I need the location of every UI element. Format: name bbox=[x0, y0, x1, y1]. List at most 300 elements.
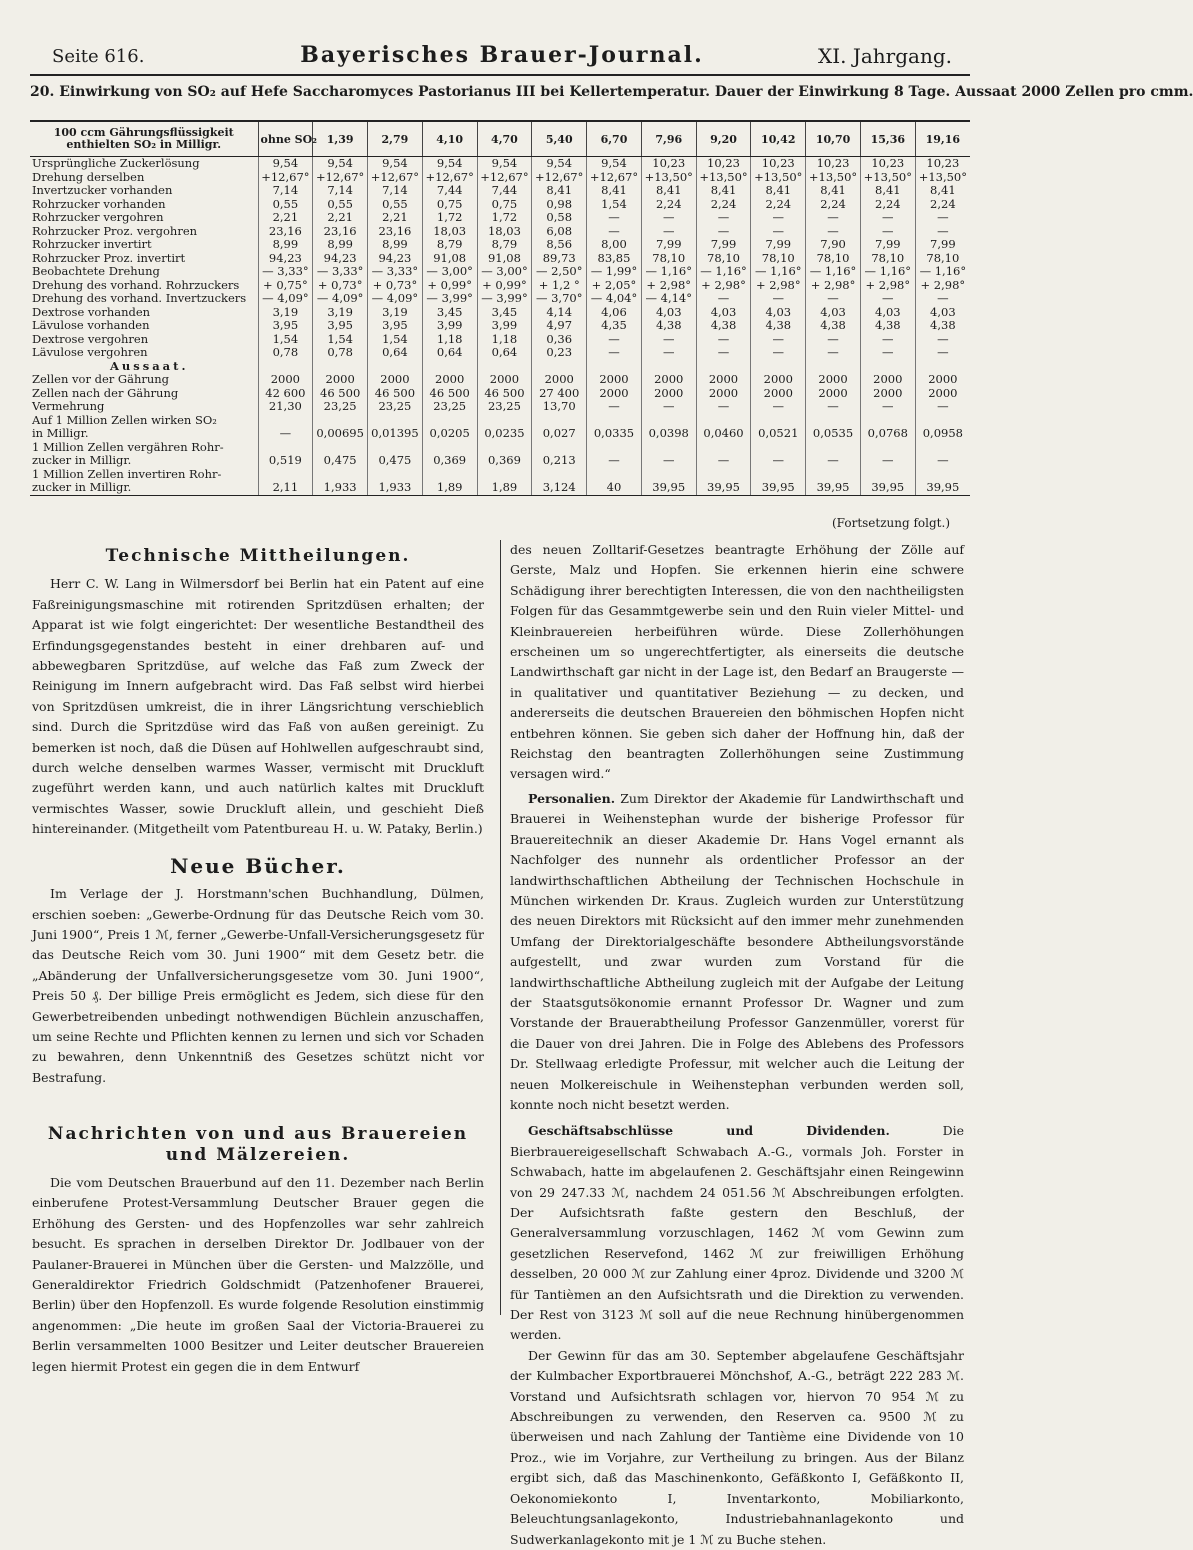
table-cell: — bbox=[641, 211, 696, 225]
row-label: Dextrose vorhanden bbox=[32, 304, 151, 319]
table-cell: 13,70 bbox=[532, 400, 587, 414]
table-cell: 2000 bbox=[313, 373, 368, 387]
table-cell: 3,124 bbox=[532, 481, 587, 495]
table-cell bbox=[860, 360, 915, 374]
table-cell bbox=[696, 360, 751, 374]
volume-label: XI. Jahrgang. bbox=[817, 44, 952, 68]
table-cell: 0,0398 bbox=[641, 427, 696, 441]
table-cell: 2000 bbox=[806, 387, 861, 401]
table-cell: +12,67° bbox=[422, 171, 477, 185]
table-cell bbox=[368, 441, 423, 455]
row-label: Invertzucker vorhanden bbox=[32, 183, 173, 198]
table-cell: 2000 bbox=[696, 387, 751, 401]
table-cell: 7,90 bbox=[806, 238, 861, 252]
table-cell: 1,54 bbox=[313, 333, 368, 347]
table-cell bbox=[806, 360, 861, 374]
table-cell: 4,38 bbox=[806, 319, 861, 333]
table-cell: 78,10 bbox=[751, 252, 806, 266]
table-cell: 2000 bbox=[258, 373, 313, 387]
paragraph-dividends-2: Der Gewinn für das am 30. September abgelaufene Geschäftsjahr der Kulmbacher Exportbrauerei Mönchshof, A.-G., beträgt 222 283 ℳ. Vorstand und Aufsichtsrath schlagen vor, hiervon 70 954 ℳ zu Abschreibungen zu verwenden, den Reserven ca. 9500 ℳ zu überweisen und nach Zahlung der Tantième eine Dividende von 10 Proz., wie im Vorjahre, zur Vertheilung zu bringen. Aus der Bilanz ergibt sich, daß das Maschinenkonto, Gefäßkonto I, Gefäßkonto II, Oekonomiekonto I, Inventarkonto, Mobiliarkonto, Beleuchtungsanlagekonto, Industriebahnanlagekonto und Sudwerkanlagekonto mit je 1 ℳ zu Buche stehen. bbox=[510, 1347, 964, 1547]
table-cell: — bbox=[696, 292, 751, 306]
table-cell: 2000 bbox=[532, 373, 587, 387]
table-cell: — bbox=[806, 225, 861, 239]
table-cell: 94,23 bbox=[368, 252, 423, 266]
table-cell bbox=[258, 360, 313, 374]
table-cell: 2000 bbox=[860, 387, 915, 401]
table-cell: 7,99 bbox=[641, 238, 696, 252]
table-cell: — bbox=[587, 454, 642, 468]
table-cell bbox=[806, 468, 861, 482]
table-row bbox=[30, 265, 970, 279]
table-header-row bbox=[30, 121, 970, 157]
table-cell: 7,99 bbox=[696, 238, 751, 252]
table-cell: — bbox=[258, 427, 313, 441]
table-cell: 23,16 bbox=[258, 225, 313, 239]
table-corner-header: 100 ccm Gährungsflüssigkeit enthielten SO₂ in Milligr. bbox=[30, 121, 258, 157]
table-cell: 4,38 bbox=[860, 319, 915, 333]
table-cell: — bbox=[641, 400, 696, 414]
table-cell: 0,0460 bbox=[696, 427, 751, 441]
table-cell bbox=[422, 468, 477, 482]
row-label: Rohrzucker invertirt bbox=[32, 237, 152, 252]
table-cell bbox=[641, 441, 696, 455]
row-label: Zellen vor der Gährung bbox=[32, 372, 170, 387]
table-cell: 9,54 bbox=[532, 157, 587, 171]
table-cell: 4,38 bbox=[915, 319, 970, 333]
table-cell: — bbox=[696, 211, 751, 225]
table-cell: — bbox=[915, 292, 970, 306]
table-cell: 2000 bbox=[751, 373, 806, 387]
row-label: in Milligr. bbox=[32, 426, 89, 441]
column-header: 19,16 bbox=[915, 121, 970, 157]
table-cell bbox=[641, 360, 696, 374]
table-cell: — bbox=[860, 225, 915, 239]
table-cell: — bbox=[751, 400, 806, 414]
table-cell: 0,36 bbox=[532, 333, 587, 347]
row-label: Drehung des vorhand. Invertzuckers bbox=[32, 291, 247, 306]
right-column bbox=[510, 540, 964, 1550]
table-cell: 4,14 bbox=[532, 306, 587, 320]
table-cell: 91,08 bbox=[422, 252, 477, 266]
paragraph-personalia: Zum Direktor der Akademie für Landwirthschaft und Brauerei in Weihenstephan wurde der bisherige Professor für Brauereitechnik an dieser Akademie Dr. Hans Vogel ernannt als Nachfolger des nunnehr als ordentlicher Professor an der landwirthschaftlichen Abtheilung der Technischen Hochschule in München wirkenden Dr. Kraus. Zugleich wurden zur Unterstützung des neuen Direktors mit Rücksicht auf den immer mehr zunehmenden Umfang der Direktorialgeschäfte besondere Abtheilungsvorstände aufgestellt, und zwar wurden zum Vorstand für die landwirthschaftliche Abtheilung zugleich mit der Aufgabe der Leitung der Staatsgutsökonomie ernannt Professor Dr. Wagner und zum Vorstande der Brauerabtheilung Professor Ganzenmüller, vorerst für die Dauer von drei Jahren. Die in Folge des Ablebens des Professors Dr. Stellwaag erledigte Professur, mit welcher auch die Leitung der neuen Molkereischule in Weihenstephan verbunden werden soll, konnte noch nicht besetzt werden. bbox=[510, 790, 964, 1112]
row-label: Rohrzucker vorhanden bbox=[32, 196, 166, 211]
table-cell: 4,38 bbox=[751, 319, 806, 333]
table-cell bbox=[641, 468, 696, 482]
table-cell: 3,45 bbox=[422, 306, 477, 320]
table-cell: — bbox=[806, 211, 861, 225]
table-cell: 2000 bbox=[806, 373, 861, 387]
table-row bbox=[30, 387, 970, 401]
paragraph-resolution: des neuen Zolltarif-Gesetzes beantragte Erhöhung der Zölle auf Gerste, Malz und Hopfen. Sie erkennen hierin eine schwere Schädigung ihrer berechtigten Interessen, die von den nachtheiligsten Folgen für das Gesammtgewerbe sein und den Ruin vieler Mittel- und Kleinbrauereien herbeiführen würde. Diese Zollerhöhungen erscheinen um so ungerechtfertigter, als einerseits die deutsche Landwirthschaft gar nicht in der Lage ist, den Bedarf an Braugerste — in qualitativer und quantitativer Beziehung — zu decken, und andererseits die deutschen Brauereien den böhmischen Hopfen nicht entbehren können. Sie geben sich daher der Hoffnung hin, daß der Reichstag den beantragten Zollerhöhungen seine Zustimmung versagen wird.“ bbox=[510, 542, 964, 782]
table-cell: — bbox=[860, 400, 915, 414]
table-cell: 0,0521 bbox=[751, 427, 806, 441]
table-cell: — bbox=[860, 346, 915, 360]
table-cell: 2000 bbox=[587, 387, 642, 401]
row-label: zucker in Milligr. bbox=[30, 481, 258, 495]
table-cell: — 4,09° bbox=[258, 292, 313, 306]
table-cell: 46 500 bbox=[422, 387, 477, 401]
data-table bbox=[30, 120, 970, 496]
table-cell: 7,44 bbox=[477, 184, 532, 198]
table-cell: 1,54 bbox=[587, 198, 642, 212]
table-cell: — bbox=[806, 333, 861, 347]
table-cell: — 1,16° bbox=[696, 265, 751, 279]
table-cell: 7,14 bbox=[368, 184, 423, 198]
table-cell: — bbox=[587, 400, 642, 414]
table-cell: 2,21 bbox=[368, 211, 423, 225]
table-cell: — 1,16° bbox=[915, 265, 970, 279]
table-cell: — bbox=[806, 454, 861, 468]
table-cell: 3,95 bbox=[258, 319, 313, 333]
table-cell: 8,00 bbox=[587, 238, 642, 252]
table-cell: 0,519 bbox=[258, 454, 313, 468]
table-cell: 10,23 bbox=[696, 157, 751, 171]
table-cell: + 0,73° bbox=[313, 279, 368, 293]
table-cell: — 1,16° bbox=[860, 265, 915, 279]
table-cell bbox=[587, 414, 642, 428]
table-cell: 8,41 bbox=[641, 184, 696, 198]
table-cell bbox=[915, 360, 970, 374]
table-cell bbox=[860, 468, 915, 482]
table-cell bbox=[258, 414, 313, 428]
table-row bbox=[30, 333, 970, 347]
table-cell: 0,55 bbox=[258, 198, 313, 212]
table-cell bbox=[641, 414, 696, 428]
table-cell: + 2,98° bbox=[806, 279, 861, 293]
table-cell: 0,78 bbox=[313, 346, 368, 360]
table-cell: 3,99 bbox=[422, 319, 477, 333]
table-cell: 10,23 bbox=[860, 157, 915, 171]
table-cell: 2,11 bbox=[258, 481, 313, 495]
table-cell bbox=[313, 468, 368, 482]
table-cell: — 1,16° bbox=[641, 265, 696, 279]
table-cell: — 4,09° bbox=[368, 292, 423, 306]
table-cell: 2000 bbox=[696, 373, 751, 387]
table-cell bbox=[258, 468, 313, 482]
table-cell: + 1,2 ° bbox=[532, 279, 587, 293]
table-cell: 10,23 bbox=[751, 157, 806, 171]
table-cell: 8,41 bbox=[696, 184, 751, 198]
row-label: Auf 1 Million Zellen wirken SO₂ bbox=[32, 412, 217, 427]
column-header: 1,39 bbox=[313, 121, 368, 157]
table-cell: 0,78 bbox=[258, 346, 313, 360]
heading-news: Nachrichten von und aus Brauereien und Mälzereien. bbox=[47, 1124, 469, 1165]
row-label: Drehung derselben bbox=[32, 169, 145, 184]
table-cell bbox=[587, 360, 642, 374]
table-cell: 0,369 bbox=[422, 454, 477, 468]
table-row bbox=[30, 306, 970, 320]
table-cell: 78,10 bbox=[696, 252, 751, 266]
table-cell bbox=[368, 360, 423, 374]
table-cell: 7,44 bbox=[422, 184, 477, 198]
table-cell: + 2,05° bbox=[587, 279, 642, 293]
table-cell: — bbox=[751, 292, 806, 306]
table-cell: — bbox=[641, 333, 696, 347]
table-cell: 4,03 bbox=[641, 306, 696, 320]
table-cell: — bbox=[806, 400, 861, 414]
table-cell: 4,03 bbox=[751, 306, 806, 320]
column-header: ohne SO₂ bbox=[258, 121, 313, 157]
table-row bbox=[30, 441, 970, 455]
table-cell: 42 600 bbox=[258, 387, 313, 401]
table-cell: 0,75 bbox=[422, 198, 477, 212]
table-cell: 2,24 bbox=[860, 198, 915, 212]
table-cell: 2000 bbox=[587, 373, 642, 387]
table-cell: 0,0205 bbox=[422, 427, 477, 441]
column-header: 6,70 bbox=[587, 121, 642, 157]
table-cell bbox=[587, 468, 642, 482]
table-cell: 94,23 bbox=[313, 252, 368, 266]
table-cell: — bbox=[915, 400, 970, 414]
table-cell: 39,95 bbox=[915, 481, 970, 495]
table-cell: 4,03 bbox=[696, 306, 751, 320]
table-cell: 2,21 bbox=[313, 211, 368, 225]
table-cell: 46 500 bbox=[368, 387, 423, 401]
table-cell bbox=[532, 468, 587, 482]
table-cell: 8,41 bbox=[860, 184, 915, 198]
table-cell: 2000 bbox=[422, 373, 477, 387]
table-cell: 94,23 bbox=[258, 252, 313, 266]
table-cell: 23,16 bbox=[313, 225, 368, 239]
table-cell bbox=[477, 441, 532, 455]
column-header: 2,79 bbox=[368, 121, 423, 157]
table-cell: 23,25 bbox=[313, 400, 368, 414]
table-cell: +13,50° bbox=[641, 171, 696, 185]
table-cell: +12,67° bbox=[532, 171, 587, 185]
table-row bbox=[30, 198, 970, 212]
table-cell bbox=[860, 441, 915, 455]
row-label: 1 Million Zellen vergähren Rohr- bbox=[32, 439, 224, 454]
table-cell: 0,475 bbox=[313, 454, 368, 468]
table-cell: 2000 bbox=[860, 373, 915, 387]
table-cell bbox=[751, 441, 806, 455]
table-cell: — bbox=[915, 346, 970, 360]
table-cell: 4,38 bbox=[641, 319, 696, 333]
table-cell: 18,03 bbox=[477, 225, 532, 239]
table-cell: + 2,98° bbox=[641, 279, 696, 293]
table-cell: +12,67° bbox=[258, 171, 313, 185]
table-cell: 1,18 bbox=[422, 333, 477, 347]
page-number: Seite 616. bbox=[52, 46, 145, 67]
table-cell: 4,06 bbox=[587, 306, 642, 320]
table-cell: — bbox=[860, 454, 915, 468]
table-cell: 7,99 bbox=[860, 238, 915, 252]
table-cell: 39,95 bbox=[860, 481, 915, 495]
table-cell: — 3,33° bbox=[313, 265, 368, 279]
table-row bbox=[30, 427, 970, 441]
table-row bbox=[30, 252, 970, 266]
table-cell: 27 400 bbox=[532, 387, 587, 401]
table-row bbox=[30, 157, 970, 171]
left-column bbox=[32, 540, 484, 1377]
table-cell: — 1,16° bbox=[806, 265, 861, 279]
table-cell: 3,95 bbox=[368, 319, 423, 333]
table-cell: +13,50° bbox=[751, 171, 806, 185]
paragraph-news: Die vom Deutschen Brauerbund auf den 11. Dezember nach Berlin einberufene Protest-Versammlung Deutscher Brauer gegen die Erhöhung des Gersten- und des Hopfenzolles war sehr zahlreich besucht. Es sprachen in derselben Direktor Dr. Jodlbauer von der Paulaner-Brauerei in München über die Gersten- und Malzzölle, und Generaldirektor Friedrich Goldschmidt (Patzenhofener Brauerei, Berlin) über den Hopfenzoll. Es wurde folgende Resolution einstimmig angenommen: „Die heute im großen Saal der Victoria-Brauerei zu Berlin versammelten 1000 Besitzer und Leiter deutscher Brauereien legen hiermit Protest ein gegen die in dem Entwurf bbox=[32, 1174, 484, 1374]
dividends-lead: Geschäftsabschlüsse und Dividenden. bbox=[528, 1123, 890, 1139]
table-cell: — 3,99° bbox=[477, 292, 532, 306]
table-cell: 78,10 bbox=[641, 252, 696, 266]
table-cell: +12,67° bbox=[587, 171, 642, 185]
table-cell: 1,54 bbox=[258, 333, 313, 347]
table-cell: 0,55 bbox=[368, 198, 423, 212]
table-cell: — bbox=[915, 211, 970, 225]
table-cell: 39,95 bbox=[751, 481, 806, 495]
page-header bbox=[52, 40, 952, 72]
table-cell: — bbox=[860, 333, 915, 347]
table-cell: 1,72 bbox=[477, 211, 532, 225]
table-cell bbox=[368, 414, 423, 428]
header-rule bbox=[30, 74, 970, 76]
personalia-lead: Personalien. bbox=[528, 790, 616, 806]
table-cell: 0,0335 bbox=[587, 427, 642, 441]
continuation-note: (Fortsetzung folgt.) bbox=[832, 516, 950, 530]
table-cell: — 2,50° bbox=[532, 265, 587, 279]
table-cell bbox=[258, 441, 313, 455]
table-cell: — bbox=[751, 454, 806, 468]
table-cell: 3,19 bbox=[258, 306, 313, 320]
table-cell: 9,54 bbox=[368, 157, 423, 171]
table-cell: — 4,04° bbox=[587, 292, 642, 306]
table-cell: 8,56 bbox=[532, 238, 587, 252]
table-section-row bbox=[30, 360, 970, 374]
table-row bbox=[30, 225, 970, 239]
table-cell: 83,85 bbox=[587, 252, 642, 266]
table-cell bbox=[422, 360, 477, 374]
table-cell bbox=[477, 414, 532, 428]
table-cell: — bbox=[696, 333, 751, 347]
table-cell: 2,21 bbox=[258, 211, 313, 225]
table-row bbox=[30, 279, 970, 293]
table-cell: 23,16 bbox=[368, 225, 423, 239]
row-label: Vermehrung bbox=[32, 399, 105, 414]
row-label: Lävulose vorhanden bbox=[32, 318, 150, 333]
column-header: 7,96 bbox=[641, 121, 696, 157]
table-cell bbox=[368, 468, 423, 482]
table-cell: — bbox=[696, 400, 751, 414]
table-cell: — bbox=[696, 346, 751, 360]
table-cell bbox=[313, 360, 368, 374]
row-label: Aussaat. bbox=[110, 358, 189, 373]
table-cell: 3,19 bbox=[368, 306, 423, 320]
table-cell: 89,73 bbox=[532, 252, 587, 266]
row-label: Lävulose vergohren bbox=[32, 345, 148, 360]
table-cell bbox=[696, 414, 751, 428]
table-cell: 0,0958 bbox=[915, 427, 970, 441]
table-cell: + 0,99° bbox=[477, 279, 532, 293]
table-cell: 18,03 bbox=[422, 225, 477, 239]
table-cell: 2000 bbox=[641, 387, 696, 401]
table-cell: 2,24 bbox=[751, 198, 806, 212]
table-cell bbox=[915, 414, 970, 428]
table-cell: — bbox=[806, 346, 861, 360]
table-row bbox=[30, 346, 970, 360]
paragraph-technical: Herr C. W. Lang in Wilmersdorf bei Berlin hat ein Patent auf eine Faßreinigungsmaschine mit rotirenden Spritzdüsen erhalten; der Apparat ist wie folgt eingerichtet: Der wesentliche Bestandtheil des Erfindungsgegenstandes besteht in einer drehbaren auf- und abbewegbaren Spritzdüse, auf welche das Faß zum Zweck der Reinigung im Innern aufgebracht wird. Das Faß selbst wird hierbei von Spritzdüsen umkreist, die in ihrer Längsrichtung verschieblich sind. Durch die Spritzdüse wird das Faß von außen gereinigt. Zu bemerken ist noch, daß die Düsen auf Hohlwellen aufgeschraubt sind, durch welche denselben warmes Wasser, vermischt mit Druckluft zugeführt werden kann, und auch natürlich kaltes mit Druckluft vermischtes Wasser, sowie Druckluft allein, und geschieht Dieß hintereinander. (Mitgetheilt vom Patentbureau H. u. W. Pataky, Berlin.) bbox=[32, 576, 484, 837]
table-cell: — bbox=[751, 346, 806, 360]
column-header: 10,70 bbox=[806, 121, 861, 157]
row-label: 1 Million Zellen invertiren Rohr- bbox=[32, 466, 222, 481]
table-cell: + 0,99° bbox=[422, 279, 477, 293]
table-cell bbox=[860, 414, 915, 428]
table-cell: 8,99 bbox=[368, 238, 423, 252]
table-cell: 46 500 bbox=[313, 387, 368, 401]
table-cell: 2000 bbox=[915, 373, 970, 387]
table-cell bbox=[532, 441, 587, 455]
table-cell: — bbox=[587, 346, 642, 360]
table-cell: 1,89 bbox=[422, 481, 477, 495]
table-cell: 9,54 bbox=[587, 157, 642, 171]
table-cell: — bbox=[860, 292, 915, 306]
table-cell: 7,99 bbox=[915, 238, 970, 252]
table-cell: 78,10 bbox=[860, 252, 915, 266]
table-cell: 10,23 bbox=[641, 157, 696, 171]
table-cell: 6,08 bbox=[532, 225, 587, 239]
table-cell: 78,10 bbox=[806, 252, 861, 266]
table-cell: 0,475 bbox=[368, 454, 423, 468]
table-cell: 4,38 bbox=[696, 319, 751, 333]
table-row bbox=[30, 414, 970, 428]
table-cell: — bbox=[751, 225, 806, 239]
table-cell: 0,027 bbox=[532, 427, 587, 441]
row-label: zucker in Milligr. bbox=[32, 453, 132, 468]
table-cell: — 4,14° bbox=[641, 292, 696, 306]
table-cell bbox=[915, 468, 970, 482]
row-label: Rohrzucker Proz. invertirt bbox=[32, 250, 186, 265]
table-cell: 2000 bbox=[477, 373, 532, 387]
table-cell: — bbox=[696, 225, 751, 239]
table-cell: +13,50° bbox=[696, 171, 751, 185]
table-cell: +13,50° bbox=[806, 171, 861, 185]
table-cell: 8,99 bbox=[313, 238, 368, 252]
table-row bbox=[30, 238, 970, 252]
paragraph-dividends: Die Bierbrauereigesellschaft Schwabach A.-G., vormals Joh. Forster in Schwabach, hatte im abgelaufenen 2. Geschäftsjahr einen Reingewinn von 29 247.33 ℳ, nachdem 24 051.56 ℳ Abschreibungen erfolgten. Der Aufsichtsrath faßte gestern den Beschluß, der Generalversammlung vorzuschlagen, 1462 ℳ vom Gewinn zum gesetzlichen Reservefond, 1462 ℳ zur freiwilligen Erhöhung desselben, 20 000 ℳ zur Zahlung einer 4proz. Dividende und 3200 ℳ für Tantièmen an den Aufsichtsrath und die Direktion zu verwenden. Der Rest von 3123 ℳ soll auf die neue Rechnung hinübergenommen werden. bbox=[510, 1123, 964, 1343]
table-cell: 8,41 bbox=[915, 184, 970, 198]
table-cell bbox=[696, 441, 751, 455]
table-row bbox=[30, 400, 970, 414]
table-cell: 3,99 bbox=[477, 319, 532, 333]
table-cell: — 3,33° bbox=[258, 265, 313, 279]
column-header: 5,40 bbox=[532, 121, 587, 157]
table-cell: 3,19 bbox=[313, 306, 368, 320]
column-divider bbox=[500, 540, 501, 1315]
table-cell: — 3,99° bbox=[422, 292, 477, 306]
table-cell: 1,54 bbox=[368, 333, 423, 347]
table-cell: 39,95 bbox=[696, 481, 751, 495]
table-cell: 0,369 bbox=[477, 454, 532, 468]
table-cell bbox=[751, 414, 806, 428]
table-cell: 4,97 bbox=[532, 319, 587, 333]
table-cell: 8,41 bbox=[751, 184, 806, 198]
table-cell: — bbox=[587, 211, 642, 225]
table-cell bbox=[313, 441, 368, 455]
table-title: 20. Einwirkung von SO₂ auf Hefe Saccharomyces Pastorianus III bei Kellertemperatur. Dauer der Einwirkung 8 Tage. Aussaat 2000 Zellen pro cmm. bbox=[30, 84, 1193, 100]
table-row bbox=[30, 454, 970, 468]
table-cell: 2,24 bbox=[641, 198, 696, 212]
table-cell bbox=[532, 414, 587, 428]
column-header: 15,36 bbox=[860, 121, 915, 157]
table-row bbox=[30, 373, 970, 387]
table-cell: — 3,70° bbox=[532, 292, 587, 306]
table-cell bbox=[915, 441, 970, 455]
table-cell: 0,0768 bbox=[860, 427, 915, 441]
heading-books: Neue Bücher. bbox=[170, 853, 346, 878]
table-cell bbox=[587, 441, 642, 455]
table-cell: — bbox=[915, 454, 970, 468]
table-cell: 1,933 bbox=[368, 481, 423, 495]
table-cell: + 2,98° bbox=[751, 279, 806, 293]
table-cell: + 2,98° bbox=[696, 279, 751, 293]
table-cell bbox=[751, 468, 806, 482]
